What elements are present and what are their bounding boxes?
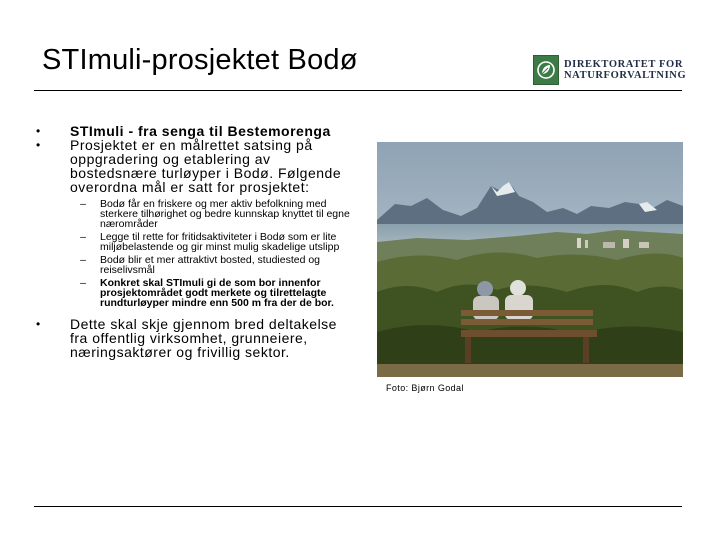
photo-caption: Foto: Bjørn Godal (386, 383, 464, 393)
sub-bullet-item (36, 255, 356, 275)
sub-bullet-text: Bodø blir et mer attraktivt bosted, studiested og reiselivsmål (100, 254, 321, 276)
sub-bullet-text: Bodø får en friskere og mer aktiv befolkning med sterkere tilhørighet og bedre kunnskap knyttet til egne nærområder (100, 198, 350, 230)
sub-bullet-list (36, 199, 356, 308)
leaf-emblem-icon (533, 55, 559, 85)
slide-title: STImuli-prosjektet Bodø (42, 44, 358, 76)
sub-bullet-item (36, 199, 356, 229)
bullet-list (36, 124, 356, 359)
sub-bullet-marker: – (80, 231, 86, 243)
bullet-item (36, 138, 356, 194)
organization-logo (533, 54, 687, 86)
bullet-marker: • (36, 317, 41, 331)
bullet-marker: • (36, 138, 41, 152)
logo-text (564, 59, 686, 81)
sub-bullet-marker: – (80, 277, 86, 289)
bullet-text: STImuli - fra senga til Bestemorenga (70, 123, 331, 139)
sub-bullet-marker: – (80, 198, 86, 210)
bullet-marker: • (36, 124, 41, 138)
bullet-text: Prosjektet er en målrettet satsing på oppgradering og etablering av bostedsnære turløyper i Bodø. Følgende overordna mål er satt for prosjektet: (70, 137, 342, 195)
sub-bullet-marker: – (80, 254, 86, 266)
footer-divider (34, 506, 682, 507)
bullet-item (36, 124, 356, 138)
sub-bullet-text: Konkret skal STImuli gi de som bor innenfor prosjektområdet godt merkete og tilrettelagte rundturløyper mindre enn 500 m fra der de bor. (100, 277, 334, 309)
title-divider (34, 90, 682, 91)
logo-line-2: NATURFORVALTNING (564, 70, 687, 81)
sub-bullet-text: Legge til rette for fritidsaktiviteter i Bodø som er lite miljøbelastende og gir minst mulig skadelige utslipp (100, 231, 340, 253)
sub-bullet-item (36, 232, 356, 252)
bullet-text: Dette skal skje gjennom bred deltakelse fra offentlig virksomhet, grunneiere, næringsaktører og frivillig sektor. (70, 316, 337, 360)
bullet-item (36, 317, 356, 359)
sub-bullet-item (36, 278, 356, 308)
logo-line-1: DIREKTORATET FOR (564, 59, 683, 70)
landscape-photo (377, 142, 683, 377)
